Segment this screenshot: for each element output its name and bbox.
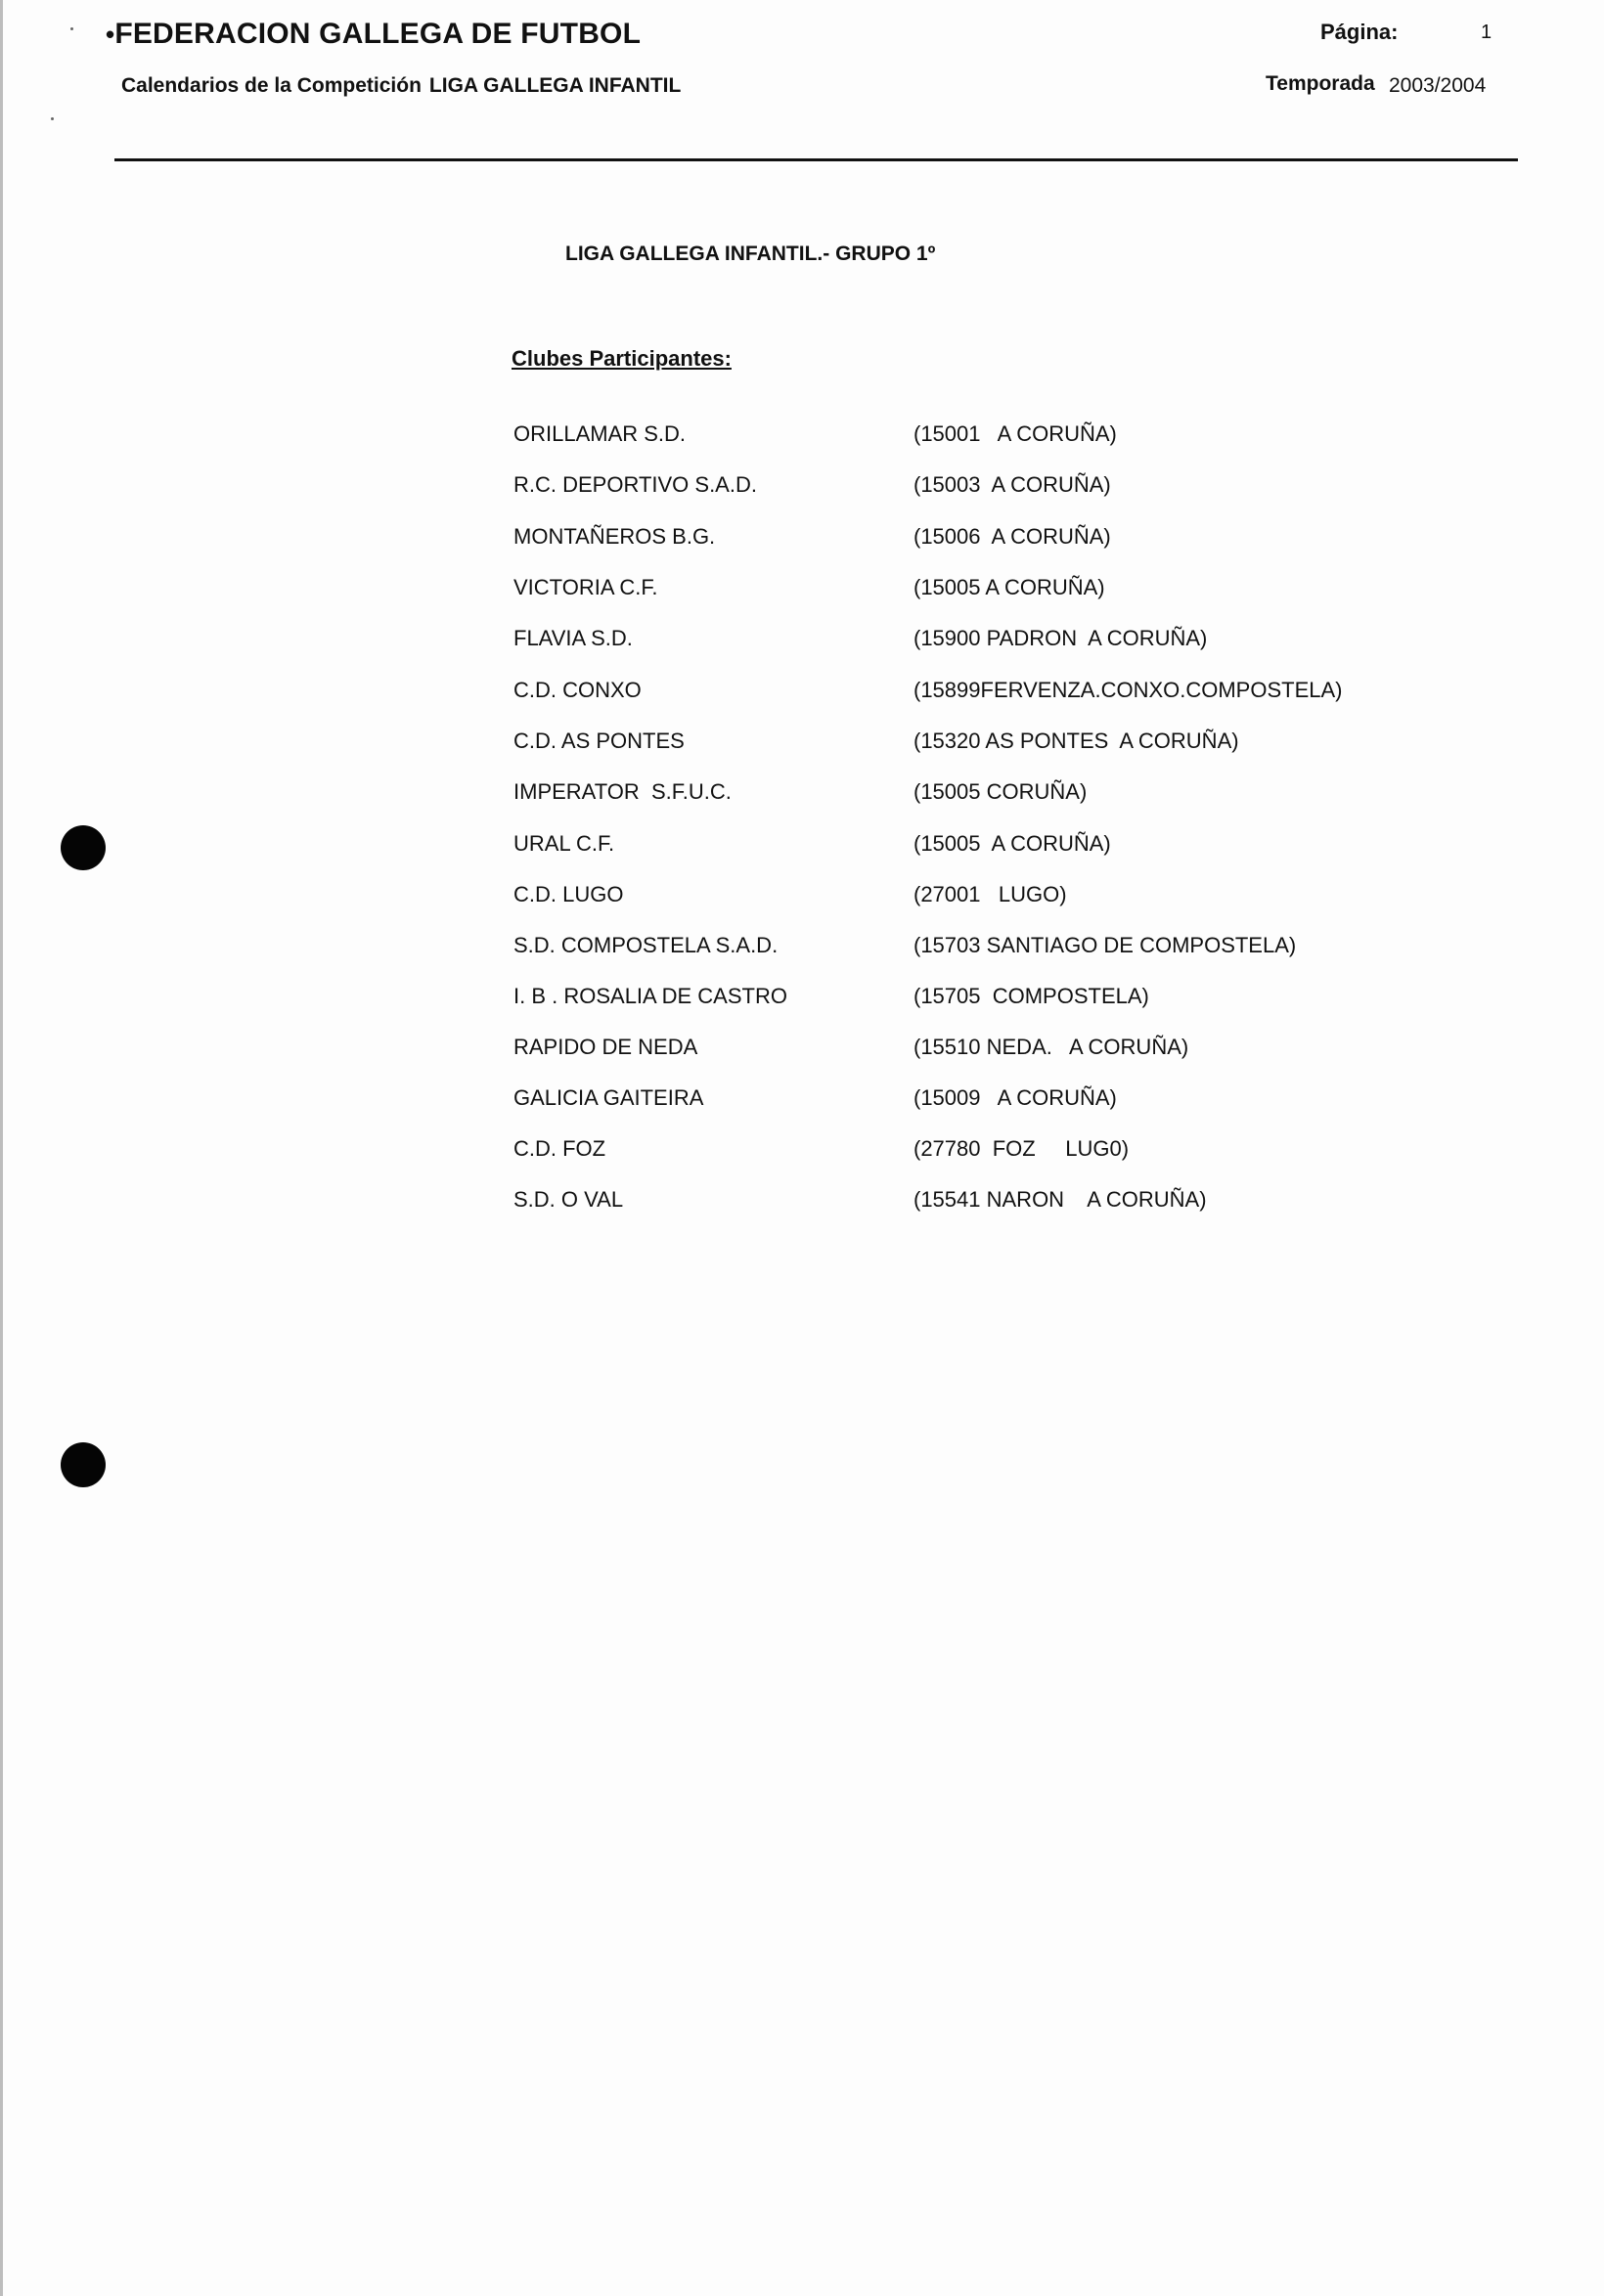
club-address: (15705 COMPOSTELA) bbox=[913, 984, 1149, 1008]
club-address: (15006 A CORUÑA) bbox=[913, 524, 1111, 549]
club-row bbox=[0, 524, 1604, 563]
page-label: Página: bbox=[1320, 20, 1399, 44]
club-name: R.C. DEPORTIVO S.A.D. bbox=[513, 472, 757, 497]
season-label: Temporada bbox=[1266, 72, 1375, 95]
club-name: C.D. AS PONTES bbox=[513, 729, 685, 753]
club-row bbox=[0, 678, 1604, 717]
club-address: (15005 A CORUÑA) bbox=[913, 575, 1105, 599]
club-row bbox=[0, 626, 1604, 665]
club-name: GALICIA GAITEIRA bbox=[513, 1085, 704, 1110]
page-number: 1 bbox=[1481, 22, 1493, 43]
club-name: S.D. O VAL bbox=[513, 1187, 624, 1212]
federation-title-text: FEDERACION GALLEGA DE FUTBOL bbox=[114, 18, 642, 50]
club-name: URAL C.F. bbox=[513, 831, 615, 856]
club-address: (15899FERVENZA.CONXO.COMPOSTELA) bbox=[913, 678, 1343, 702]
club-name: C.D. CONXO bbox=[513, 678, 642, 702]
club-address: (15003 A CORUÑA) bbox=[913, 472, 1111, 497]
club-address: (15900 PADRON A CORUÑA) bbox=[913, 626, 1208, 650]
club-name: FLAVIA S.D. bbox=[513, 626, 633, 650]
club-address: (27001 LUGO) bbox=[913, 882, 1067, 906]
group-title: LIGA GALLEGA INFANTIL.- GRUPO 1º bbox=[565, 243, 936, 265]
club-name: I. B . ROSALIA DE CASTRO bbox=[513, 984, 787, 1008]
club-address: (27780 FOZ LUG0) bbox=[913, 1136, 1130, 1161]
season-value: 2003/2004 bbox=[1389, 74, 1487, 97]
club-name: MONTAÑEROS B.G. bbox=[513, 524, 716, 549]
club-name: IMPERATOR S.F.U.C. bbox=[513, 779, 732, 804]
club-row bbox=[0, 882, 1604, 921]
club-row bbox=[0, 729, 1604, 768]
club-row bbox=[0, 933, 1604, 972]
club-row bbox=[0, 1136, 1604, 1175]
subtitle-text: Calendarios de la Competición bbox=[121, 74, 422, 97]
club-row bbox=[0, 831, 1604, 870]
clubs-heading: Clubes Participantes: bbox=[512, 346, 732, 371]
club-address: (15005 A CORUÑA) bbox=[913, 831, 1111, 856]
club-row bbox=[0, 1035, 1604, 1074]
club-name: S.D. COMPOSTELA S.A.D. bbox=[513, 933, 779, 957]
competition-name: LIGA GALLEGA INFANTIL bbox=[428, 74, 682, 97]
club-address: (15009 A CORUÑA) bbox=[913, 1085, 1117, 1110]
club-row bbox=[0, 421, 1604, 461]
club-name: C.D. FOZ bbox=[513, 1136, 606, 1161]
club-row bbox=[0, 984, 1604, 1023]
club-name: VICTORIA C.F. bbox=[513, 575, 658, 599]
club-address: (15510 NEDA. A CORUÑA) bbox=[913, 1035, 1189, 1059]
club-row bbox=[0, 575, 1604, 614]
club-row bbox=[0, 1085, 1604, 1125]
club-row bbox=[0, 472, 1604, 511]
title-mark: • bbox=[106, 20, 115, 49]
club-name: RAPIDO DE NEDA bbox=[513, 1035, 698, 1059]
club-address: (15541 NARON A CORUÑA) bbox=[913, 1187, 1207, 1212]
club-address: (15320 AS PONTES A CORUÑA) bbox=[913, 729, 1239, 753]
club-name: C.D. LUGO bbox=[513, 882, 624, 906]
club-row bbox=[0, 779, 1604, 818]
club-address: (15703 SANTIAGO DE COMPOSTELA) bbox=[913, 933, 1297, 957]
punch-hole bbox=[61, 825, 106, 870]
club-name: ORILLAMAR S.D. bbox=[513, 421, 687, 446]
club-row bbox=[0, 1187, 1604, 1226]
club-address: (15005 CORUÑA) bbox=[913, 779, 1088, 804]
punch-hole bbox=[61, 1442, 106, 1487]
club-address: (15001 A CORUÑA) bbox=[913, 421, 1117, 446]
